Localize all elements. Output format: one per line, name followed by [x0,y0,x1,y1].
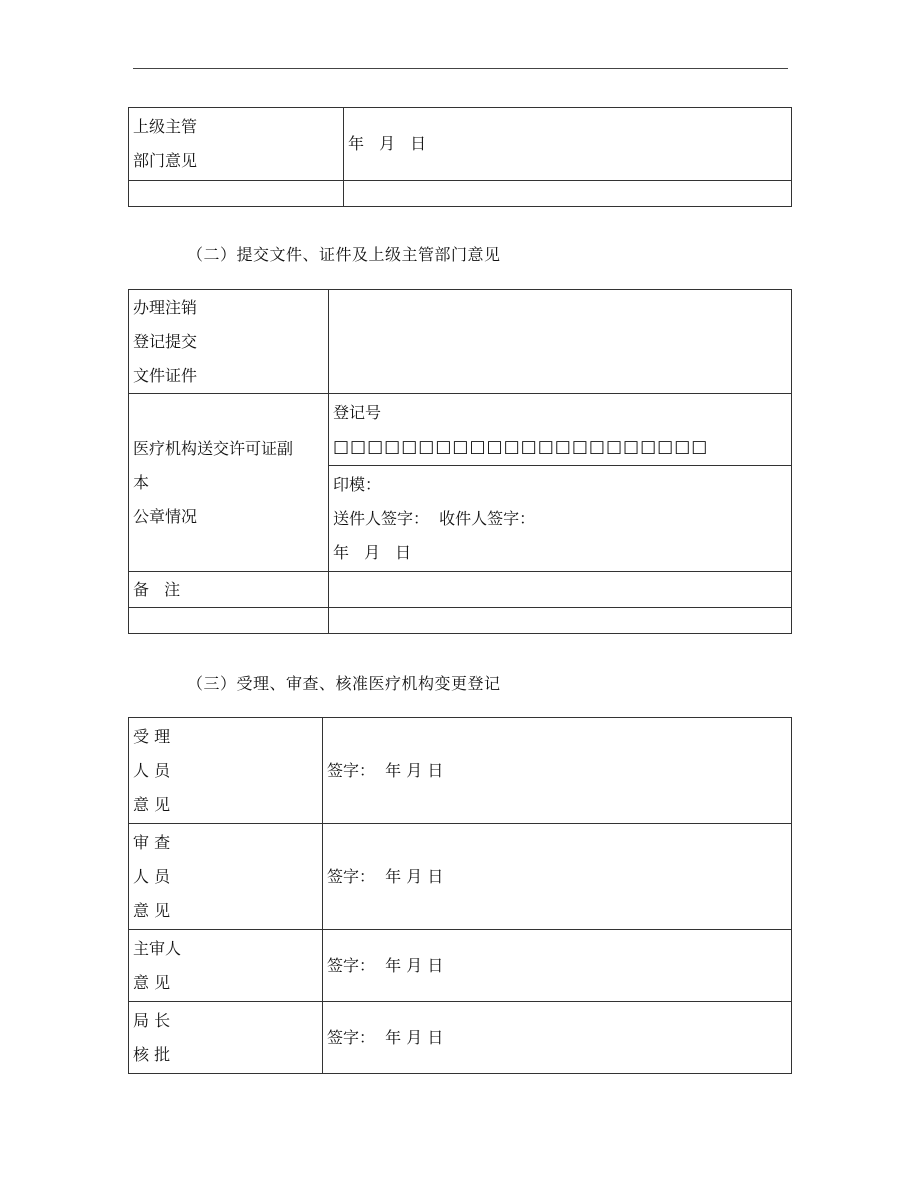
license-label [129,394,329,572]
chief-reviewer-value[interactable] [323,930,792,1002]
empty-cell [129,181,344,207]
signature-date-text: 签字： 年 月 日 [327,866,444,886]
empty-cell[interactable] [344,181,792,207]
director-label [129,1002,323,1074]
label-line: 部门意见 [133,151,198,170]
submission-table [128,289,792,634]
approval-table [128,717,792,1074]
label-line: 主审人 [133,938,182,958]
signature-labels: 送件人签字： 收件人签字： [333,508,536,528]
label-line: 核 批 [133,1044,171,1064]
label-line: 受 理 [133,726,171,746]
review-label [129,824,323,930]
signature-date-text: 签字： 年 月 日 [327,760,444,780]
superior-opinion-label [129,108,344,181]
superior-opinion-table [128,107,792,207]
header-rule [133,68,788,69]
section3-heading: （三）受理、审查、核准医疗机构变更登记 [187,674,501,693]
chief-reviewer-label [129,930,323,1002]
label-line: 人 员 [133,760,171,780]
director-value[interactable] [323,1002,792,1074]
label-line: 局 长 [133,1010,171,1030]
label-line: 意 见 [133,972,171,992]
label-line: 上级主管 [133,117,198,136]
label-line: 医疗机构送交许可证副 [133,438,294,458]
label-line: 本 [133,472,150,492]
empty-cell [129,608,329,634]
accept-label [129,718,323,824]
remarks-label [129,572,329,608]
seal-label: 印模： [333,474,382,494]
docs-label [129,290,329,394]
accept-value[interactable] [323,718,792,824]
seal-cell[interactable] [329,466,792,572]
reg-no-label: 登记号 [333,402,382,422]
signature-date-text: 签字： 年 月 日 [327,1027,444,1047]
superior-opinion-value[interactable] [344,108,792,181]
reg-no-boxes[interactable]: □□□□□□□□□□□□□□□□□□□□□□ [333,436,709,457]
signature-date-text: 签字： 年 月 日 [327,955,444,975]
remarks-value[interactable] [329,572,792,608]
label-line: 审 查 [133,832,171,852]
label-line: 意 见 [133,794,171,814]
label-line: 登记提交 [133,331,198,351]
docs-value[interactable] [329,290,792,394]
date-text: 年 月 日 [333,542,412,562]
remarks-text: 备 注 [133,579,181,599]
label-line: 意 见 [133,900,171,920]
label-line: 人 员 [133,866,171,886]
label-line: 公章情况 [133,506,198,526]
date-text: 年 月 日 [348,134,427,153]
reg-no-cell[interactable] [329,394,792,466]
review-value[interactable] [323,824,792,930]
section2-heading: （二）提交文件、证件及上级主管部门意见 [187,245,501,264]
label-line: 文件证件 [133,365,198,385]
label-line: 办理注销 [133,297,198,317]
empty-cell[interactable] [329,608,792,634]
